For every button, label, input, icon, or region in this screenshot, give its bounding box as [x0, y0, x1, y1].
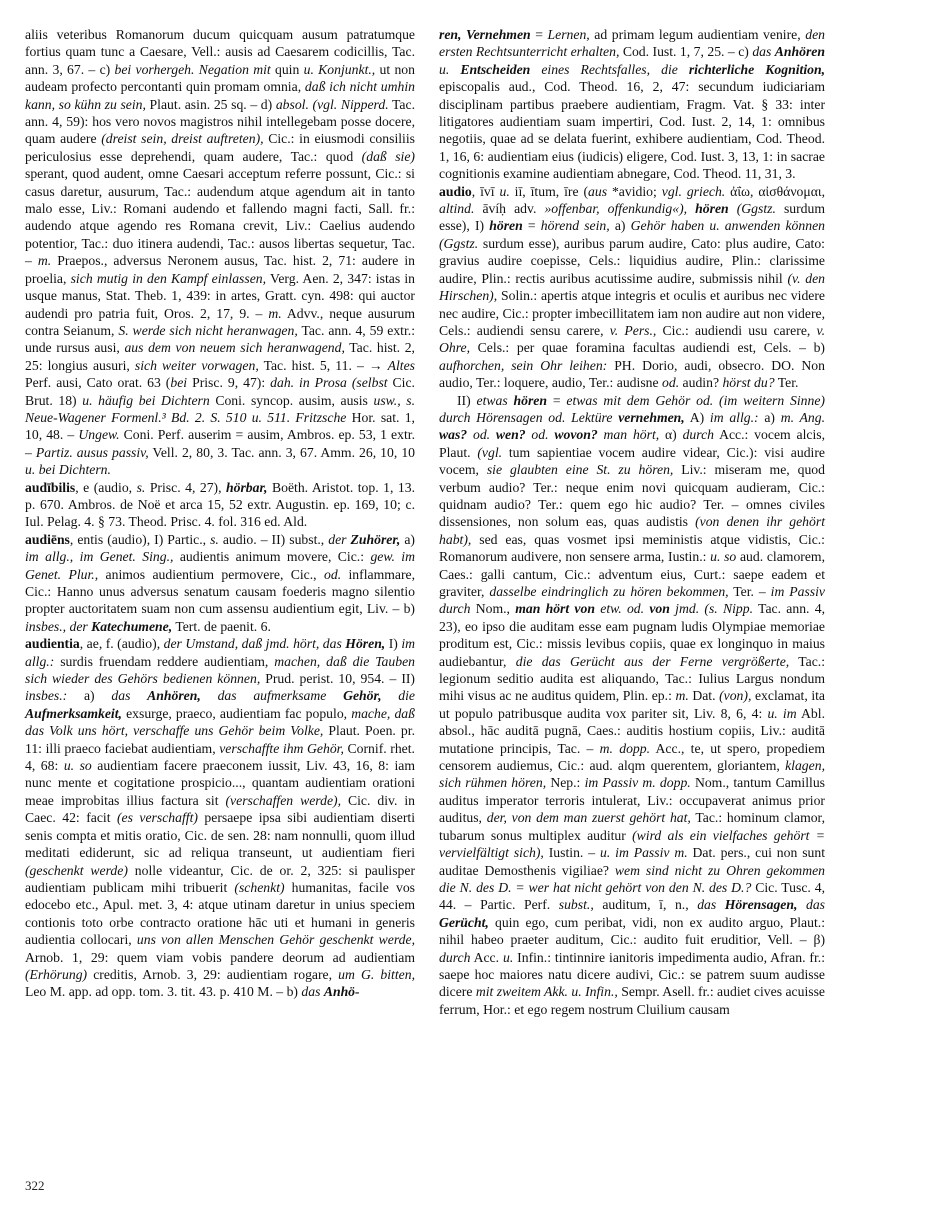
text-run: (dreist sein, dreist auftreten), — [101, 131, 264, 147]
text-run: Cels.: per quae foramina facultas audiendi est, Cels. – b) — [470, 340, 825, 356]
text-run: Plaut. Poen. pr. 11: illi praeco faciebat audientiam, — [25, 723, 415, 756]
text-run: Acc.: vocem alcis, Plaut. — [439, 427, 825, 460]
text-run: Cic. Tusc. 4, 44. – Partic. Perf. — [439, 879, 825, 913]
text-run: Entscheiden — [460, 61, 531, 77]
text-run: S. werde sich nicht heranwagen, — [118, 322, 298, 338]
text-run: Gerücht, — [439, 914, 489, 930]
text-run: Cic.: audiendi usu carere, — [656, 322, 817, 338]
text-run: das — [752, 44, 775, 60]
text-run: s. — [210, 531, 219, 547]
text-run: (schenkt) — [234, 879, 285, 895]
text-run: die — [398, 688, 416, 704]
text-run: Tac. ann. 4, 23), eo ipso die auditam esse eam pugnam ludis Olympiae memoriae proditum est, Cic.: missis levibus copiis, quae ex longinquo in maius audiebantur, — [439, 601, 826, 669]
text-run: gew. im Genet. Plur., — [25, 549, 415, 582]
text-run: iī, ītum, īre ( — [509, 183, 589, 199]
text-run: durch — [439, 949, 471, 965]
text-run: Cod. Iust. 1, 7, 25. – c) — [619, 44, 753, 60]
text-run: Cic.: in eiusmodi consiliis periculosius esse deprehendi, quam audere, Tac.: quod — [25, 131, 415, 164]
text-run: Anhö- — [323, 984, 360, 1000]
text-run: surdum esse), auribus parum audire, Cato: plus audire, Cato: gravius audire coepisse, Cels.: liquidius audire, Plin.: clarissime audire, Plin.: rectis auribus acutissime audire, submissis nihil — [439, 235, 825, 286]
text-run: aus dem von neuem sich heranwagend, — [124, 340, 345, 356]
text-run: Nom., — [470, 601, 516, 617]
text-run: mit zweitem Akk. u. Infin., — [475, 984, 618, 1000]
right-column — [439, 26, 825, 1018]
text-run: verschaffte ihm Gehör, — [219, 740, 344, 756]
text-run: hören — [513, 392, 547, 408]
text-run: (Ggstz. — [736, 201, 776, 217]
text-run: (von denen ihr gehört habt), — [439, 514, 825, 547]
text-run: man hört von — [515, 601, 595, 617]
text-run: subst., — [558, 897, 594, 913]
text-run: sperant, quod audent, omne Caesari acceptum referre possunt, Cic.: si casus daretur, ausurum, Tac.: audendum atque agendum ait in tanto malo esse, Liv.: Romani audendo et fallendo magni facti, Sall. fr.: audendo atque agendo res Romana crevit, Liv.: Caelius audendo potentior, Tac.: duo itinera audendi, Tac.: ausos libertas sequetur, Tac. – — [25, 166, 415, 269]
entry-paragraph — [439, 183, 825, 392]
text-run: (vgl. — [477, 444, 503, 460]
text-run: audio. – II) subst., — [218, 531, 329, 547]
text-run: Ungew. — [78, 427, 120, 443]
text-run: episcopalis aud., Cod. Theod. 16, 2, 47: secundum iudiciariam disciplinam partibus praebere audientiam, Fragm. Vat. § 33: inter litigatores audientiam suam impertiri, Cod. Iust. 2, 14, 1: omnibus negotiis, quae ad se delata fuerint, exhibere audientiam, Cod. Theod. 1, 16, 6: audientiam eius (iudicis) eligere, Cod. Iust. 3, 13, 1: in sacrae cognitionis examine audientiam abnegare, Cod. Theod. 11, 31, 3. — [439, 79, 825, 182]
text-run: Prud. perist. 10, 954. – II) — [260, 671, 415, 687]
text-run: etw. — [600, 601, 622, 617]
text-run: aud. clamorem, Caes.: galli cantum, Cic.: adventum eius, Curt.: saepe eadem et graviter, — [439, 549, 825, 599]
text-run: dah. in Prosa (selbst — [270, 375, 388, 391]
text-run: der, von dem man zuerst gehört hat, — [486, 810, 691, 826]
text-run: hören — [489, 218, 523, 234]
text-run: Coni. Perf. auserim = ausim, Ambros. ep. 53, 1 extr. – — [25, 427, 416, 460]
text-run: Ter. — [774, 375, 799, 391]
text-run: Boëth. Aristot. top. 1, 13. p. 670. Ambros. de Noë et arca 15, 52 extr. Augustin. ep. 169, 10; c. Iul. Pelag. 4. § 73. Theod. Prisc. 4. fol. 316 ed. Ald. — [25, 479, 416, 530]
text-run: (daß sie) — [361, 148, 415, 164]
text-run: Anhören — [774, 44, 825, 60]
text-run: = — [522, 218, 541, 234]
text-run: u. häufig bei Dichtern — [82, 392, 210, 408]
text-run: hörend sein, — [540, 218, 610, 234]
left-column — [25, 26, 415, 1001]
text-run: u. im Passiv m. — [599, 845, 688, 861]
text-run: absol. (vgl. Nipperd. — [275, 96, 389, 112]
text-run: Tert. de paenit. 6. — [172, 618, 271, 634]
text-run: Altes — [387, 357, 416, 373]
text-run: aus — [588, 183, 608, 199]
text-run: vgl. griech. — [661, 183, 726, 199]
entry-paragraph — [25, 531, 415, 635]
text-run: ren, Vernehmen — [439, 27, 531, 42]
text-run: etwas mit dem Gehör od. (im weitern Sinne) durch Hörensagen od. Lektüre — [439, 392, 825, 425]
text-run: durch — [682, 427, 715, 443]
text-run: Anhören, — [147, 688, 201, 704]
text-run: Partiz. ausus passiv, — [35, 444, 149, 460]
text-run: v. Ohre, — [439, 322, 825, 356]
text-run — [729, 201, 737, 216]
text-run — [797, 897, 806, 912]
text-run: (Erhörung) — [25, 966, 88, 982]
text-run: um G. bitten, — [338, 966, 415, 982]
text-run: quin ego, cum peribat, vidi, non ex audito arguo, Plaut.: nihil habeo praeter auditum, Cic.: audito fuit eruditior, Vell. – β) — [439, 914, 825, 948]
text-run: Perf. ausi, Cato orat. 63 ( — [25, 375, 171, 391]
text-run: Tac. hist. 2, 25: longius ausuri, — [25, 340, 415, 373]
text-run: Cornif. rhet. 4, 68: — [25, 740, 415, 774]
text-run: Gehör, — [343, 688, 382, 704]
text-run: im allg.: — [25, 636, 415, 669]
headword: audiēns — [25, 531, 70, 547]
text-run: das aufmerksame — [217, 688, 344, 704]
text-run: od. — [626, 601, 645, 617]
text-run: u. bei Dichtern. — [25, 462, 111, 478]
text-run: die das Gerücht aus der Ferne vergrößerte, — [515, 653, 790, 669]
entry-paragraph — [25, 26, 415, 479]
text-run: Ter. – — [728, 584, 771, 599]
text-run: audin? — [679, 375, 723, 391]
entry-paragraph — [439, 392, 825, 1019]
text-run: audientis animum movere, Cic.: — [173, 549, 371, 565]
text-run: , ae, f. (audio), — [79, 636, 164, 652]
text-run: Advv., neque ausurum contra Seianum, — [25, 305, 415, 338]
text-run: jmd. (s. Nipp. — [675, 601, 754, 617]
text-run: α) — [659, 427, 683, 443]
text-run: im Passiv durch — [439, 584, 825, 617]
text-run: machen, daß die Tauben sich wieder des Gehörs bedienen können, — [25, 653, 415, 687]
text-run: Vell. 2, 80, 3. Tac. ann. 3, 67. Amm. 26, 10, 10 — [148, 444, 416, 460]
text-run: exsurge, praeco, audientiam fac populo, — [121, 705, 352, 721]
text-run: im Passiv m. dopp. — [584, 775, 691, 791]
text-run: sie glaubten eine St. zu hören, — [486, 462, 674, 478]
text-run: exclamat, ita ut populo patribusque audita vox pariter sit, Liv. 8, 6, 4: — [439, 688, 826, 721]
text-run: sed eas, quas vosmet ipsi meministis atque vidistis, Cic.: Romanorum audivere, non sensere arma, Iustin.: — [439, 531, 825, 565]
text-run: u. so — [63, 758, 92, 774]
text-run: v. Pers., — [609, 322, 657, 338]
text-run: Liv.: miseram me, quod verbum audio? Ter.: neque enim novi quicquam audieram, Cic.: quidnam audio? Ter.: quem ego hic audio? Ter. – omnes civiles dissensiones, non solum eas, quas audistis — [439, 462, 825, 530]
text-run: PH. Dorio, audi, obsecro. DO. Non audio, Ter.: loquere, audio, Ter.: audisne — [439, 357, 825, 391]
text-run: bei — [170, 375, 188, 391]
text-run: im allg.: — [709, 409, 759, 425]
text-run: od. — [662, 375, 680, 391]
text-run: von — [649, 601, 670, 617]
text-run: Tac.: legionum seditio audita est aliquando, Tac.: Iulius Largus nondum mihi visus ac ne auditus quidem, Plin. ep.: — [439, 653, 826, 704]
text-run: u. — [502, 949, 514, 965]
text-run: A) — [684, 409, 710, 425]
text-run: Arnob. 1, 29: quem viam vobis pandere deorum ad audientiam — [25, 949, 415, 965]
text-run: Nep.: — [546, 775, 585, 791]
text-run: Hörensagen, — [724, 897, 798, 913]
text-run: od. — [472, 427, 491, 443]
text-run: den ersten Rechtsunterricht erhalten, — [439, 27, 825, 60]
text-run — [382, 688, 399, 703]
text-run: I) — [385, 636, 402, 652]
entry-paragraph — [25, 479, 415, 531]
text-run: audientiam facere praeconem iussit, Liv. 43, 16, 8: iam nunc mente et cogitatione prospicio..., quantam audientiam orationi meae improbitas illius factura sit — [25, 758, 416, 808]
headword: audībilis — [25, 479, 76, 495]
text-run: Gehör haben u. anwenden können (Ggstz. — [439, 218, 825, 251]
entry-paragraph — [439, 26, 825, 183]
text-run: , īvī — [471, 183, 500, 199]
text-run: eines Rechtsfalles, die — [541, 61, 689, 77]
text-run: (es verschafft) — [116, 810, 198, 826]
text-run: = — [530, 27, 548, 42]
text-run: sich weiter vorwagen, — [134, 357, 259, 373]
text-run: das — [805, 897, 825, 913]
text-run: = — [547, 392, 567, 408]
text-run: Cic. div. in Caec. 42: facit — [25, 792, 415, 826]
text-run: Lernen, — [547, 27, 590, 42]
text-run: der Umstand, daß jmd. hört, das — [163, 636, 346, 652]
text-run: animos audientium permovere, Cic., — [98, 566, 324, 582]
text-run: daß ich nicht umhin kann, so kühn zu sein, — [25, 79, 415, 112]
text-run: a) — [609, 218, 631, 234]
text-run: das — [301, 984, 324, 1000]
text-run: m. — [37, 253, 52, 269]
text-run: Tac. ann. 4, 59): hos vero novos magistros nihil intellegebam posse docere, quam audere — [25, 96, 415, 147]
text-run: m. dopp. — [599, 740, 651, 756]
text-run: u. Konjunkt., — [303, 61, 376, 77]
text-run: Zuhörer, — [350, 531, 401, 547]
text-run: od. — [324, 566, 342, 582]
text-run: insbes., der — [25, 618, 92, 634]
text-run: Iustin. – — [543, 845, 600, 861]
text-run: sich mutig in den Kampf einlassen, — [70, 270, 267, 286]
text-run: aliis veteribus Romanorum ducum quicquam ausum patratumque fortius quam tunc a Caesare, Vell.: ausis ad Caesarem codicillis, Tac. ann. 3, 67. – c) — [25, 27, 415, 77]
headword: audientia — [25, 636, 80, 652]
text-run: humanitas, facile vos edocebo etc., Apul. met. 3, 4: atque utinam daretur in unius speciem contionis toto orbe contracto oratione hāc uti et humani in generis audientia collocari, — [25, 879, 415, 948]
text-run: klagen, sich rühmen hören, — [439, 758, 825, 791]
text-run: Solin.: apertis atque integris et oculis et auribus nec videre nec audire, Cic.: propter imbecillitatem iam non audire aut non videre, Cels.: audiendi sensu carere, — [439, 288, 825, 338]
text-run: insbes.: — [25, 688, 68, 704]
text-run: surdis fruendam reddere audientiam, — [54, 653, 275, 669]
text-run: Leo M. app. ad opp. tom. 3. tit. 43. p. 410 M. – b) — [25, 984, 302, 1000]
text-run: Hören, — [345, 636, 386, 652]
text-run: inflammare, Cic.: Hanno unus adversus senatum causam foederis magno silentio propter auctoritatem suam non cum assensu audientium egit, Liv. – b) — [25, 566, 415, 617]
text-run: surdum esse), I) — [439, 201, 826, 234]
text-run: aufhorchen, sein Ohr leihen: — [439, 357, 608, 373]
text-run: ἀΐω, αἰσθάνομαι, — [725, 183, 825, 199]
text-run: bei vorhergeh. Negation mit — [114, 61, 271, 77]
text-run: Tac.: hominum clamor, tubarum sonus multiplex auditur — [439, 810, 825, 843]
text-run: Sempr. Asell. fr.: audiet cives acuisse ferrum, Hor.: et ego regem nostrum Cluilium causam — [439, 984, 826, 1017]
text-run: uns von allen Menschen Gehör geschenkt werde, — [136, 932, 415, 948]
text-run: mache, daß das Volk uns hört, verschaffe uns Gehör beim Volke, — [25, 705, 415, 739]
text-run: Plaut. asin. 25 sq. – d) — [145, 96, 276, 112]
text-run: Prisc. 4, 27), — [145, 479, 227, 495]
text-run: od. — [531, 427, 549, 443]
text-run: (v. den Hirschen), — [439, 270, 825, 304]
text-run: ad primam legum audientiam venire, — [589, 27, 806, 42]
text-run: man hört, — [603, 427, 660, 443]
text-run — [201, 688, 218, 703]
text-run: Hor. sat. 1, 10, 48. – — [25, 409, 415, 443]
text-run: (von), — [719, 688, 752, 704]
text-run: etwas — [476, 392, 514, 408]
text-run: wen? — [495, 427, 526, 443]
text-run: das — [697, 897, 725, 913]
text-run: āvíḥ adv. — [474, 201, 545, 217]
text-run: Dat. pers., cui non sunt auditae Demosthenis vigiliae? — [439, 845, 826, 878]
text-run: , entis (audio), I) Partic., — [69, 531, 211, 547]
text-run: wovon? — [554, 427, 598, 443]
text-run: (geschenkt werde) — [25, 862, 128, 878]
text-run: auditum, ī, n., — [593, 897, 698, 913]
text-run: dasselbe eindringlich zu hören bekommen, — [489, 584, 729, 599]
text-run: ut non audeam profecto percontanti quin promam omnia, — [25, 61, 415, 95]
text-run: der — [328, 531, 351, 547]
text-run: u. so — [710, 549, 737, 565]
text-run: Prisc. 9, 47): — [187, 375, 271, 391]
text-run: hörbar, — [226, 479, 268, 495]
text-run: altind. — [439, 201, 475, 217]
text-run: usw., s. Neue-Wagener Formenl.³ Bd. 2. S. 510 u. 511. Fritzsche — [25, 392, 415, 425]
text-run: Tac. ann. 4, 59 extr.: unde rursus ausi, — [25, 322, 415, 356]
text-run: u. im — [767, 705, 797, 721]
text-run: Nom., tantum Camillus auditus imperator terroris intulerat, Liv.: occupaverat animus prior auditus, — [439, 775, 826, 826]
text-run: Abl. absol., hāc auditā pugnā, Caes.: auditis hostium copiis, Liv.: auditā mutatione principis, Tac. – — [439, 705, 826, 756]
text-run: II) — [457, 392, 477, 408]
text-run: Dat. — [688, 688, 720, 704]
text-run: hörst du? — [722, 375, 775, 391]
headword: audio — [439, 183, 472, 199]
text-run: Tac. hist. 5, 11. – → — [258, 357, 388, 373]
text-run: richterliche Kognition, — [688, 61, 826, 77]
text-run: Acc., te, ut spero, propediem censorem audiemus, Cic.: aud. alqm querentem, gloriantem, — [439, 740, 826, 774]
text-run: Acc. — [470, 949, 503, 965]
text-run: tum sapientiae vocem audire videar, Cic.): visi audire vocem, — [439, 444, 825, 478]
text-run: a) — [67, 688, 112, 704]
text-run: , e (audio, — [75, 479, 137, 495]
page-number: 322 — [25, 1178, 45, 1193]
text-run — [449, 62, 460, 77]
entry-paragraph — [25, 635, 415, 1001]
text-run: quin — [270, 61, 304, 77]
text-run: (wird als ein vielfaches gehört = vervielfältigt sich), — [439, 827, 825, 861]
text-run: *avidio; — [607, 183, 662, 199]
text-run: a) — [758, 409, 781, 425]
text-run: Coni. syncop. ausim, ausis — [209, 392, 374, 408]
text-run: m. — [675, 688, 689, 704]
text-run: Cic. Brut. 18) — [25, 375, 415, 408]
text-run: Aufmerksamkeit, — [25, 705, 122, 721]
text-run: Praepos., adversus Neronem ausus, Tac. hist. 2, 71: audere in proelia, — [25, 253, 416, 286]
text-run: vernehmen, — [618, 409, 685, 425]
text-run: wem sind nicht zu Ohren gekommen die N. des D. = wer hat nicht gehört von den N. des D.? — [439, 862, 825, 895]
text-run: a) — [400, 531, 415, 547]
text-run: hören — [695, 201, 729, 217]
text-run: u. — [499, 183, 510, 199]
text-run: creditis, Arnob. 3, 29: audientiam rogare, — [87, 966, 339, 982]
text-run: Verg. Aen. 2, 347: istas in usque manus, Stat. Theb. 1, 439: in artes, Gratt. cyn. 498: qui auctor audendi pro patria fuit, Oros. 2, 17, 9. – — [25, 270, 415, 321]
text-run: »offenbar, offenkundig«), — [544, 201, 688, 217]
text-run: persaepe ipsa sibi audientiam diserti senis compta et mitis oratio, Cic. de sen. 28: nam nonnulli, quom illud meditati ediderunt, sic ad reliqua transeunt, ut audientiam fieri — [25, 810, 415, 861]
text-run: m. — [268, 305, 282, 321]
text-run: was? — [439, 427, 468, 443]
text-run: das — [111, 688, 148, 704]
text-run: (verschaffen werde), — [225, 792, 342, 808]
text-run: im allg., im Genet. Sing., — [25, 549, 174, 565]
text-run: nolle videantur, Cic. de or. 2, 325: si paulisper audientiam publicam mihi tribuerit — [25, 862, 416, 895]
text-run — [530, 62, 541, 77]
text-run — [687, 201, 695, 216]
text-run: Katechumene, — [91, 618, 173, 634]
text-run: Infin.: tintinnire ianitoris impedimenta audio, Afran. fr.: saepe hoc maiores natu dicere audivi, Cic.: se patrem suum audisse dicere — [439, 949, 825, 1000]
text-run: m. Ang. — [780, 409, 825, 425]
text-run: s. — [136, 479, 146, 495]
text-run: u. — [439, 61, 450, 77]
